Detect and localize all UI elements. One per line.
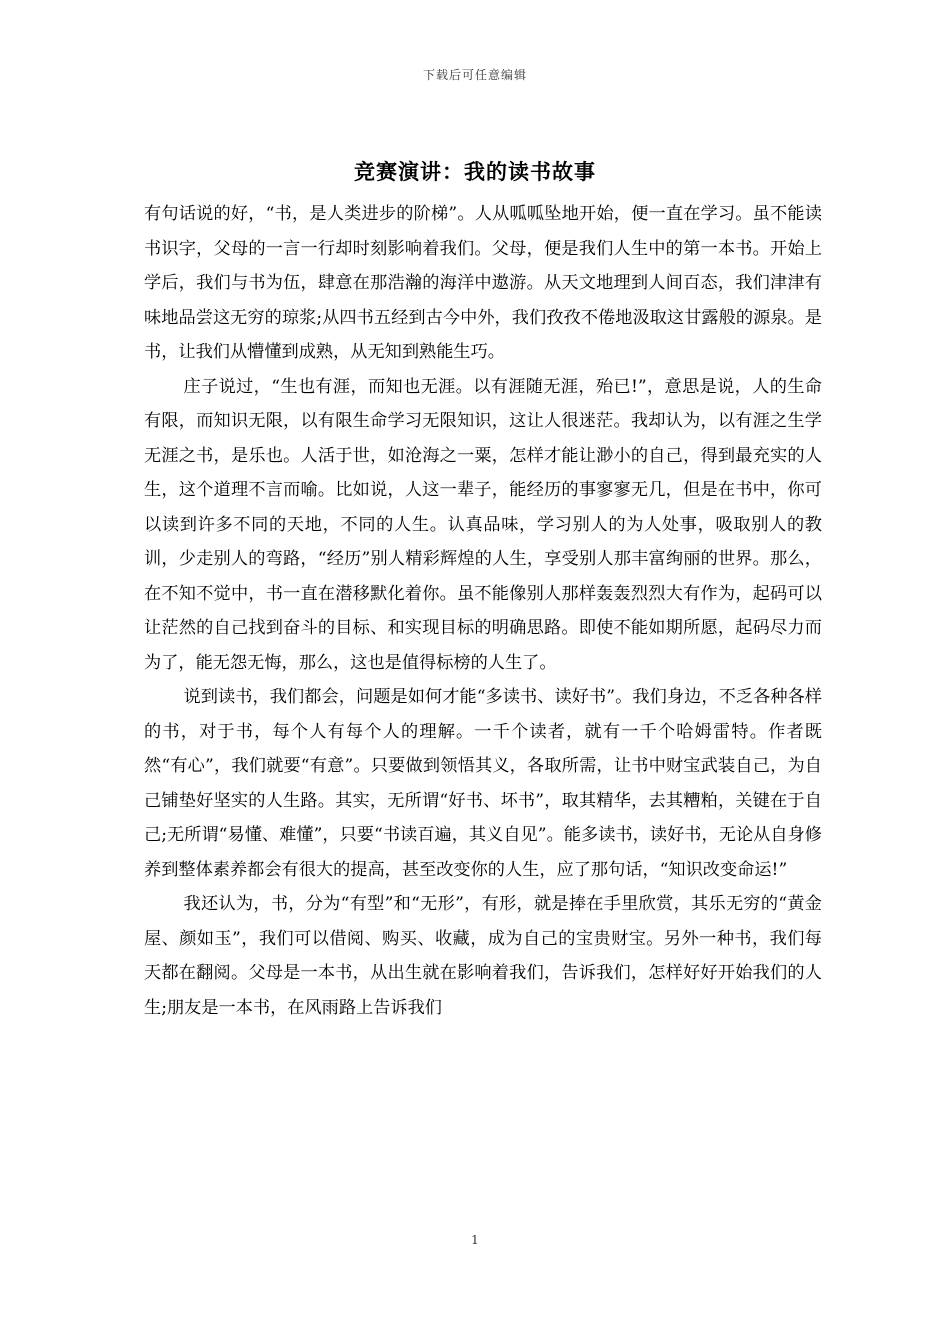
paragraph-4: 我还认为，书，分为“有型”和“无形”，有形，就是捧在手里欣赏，其乐无穷的“黄金屋、颜如玉”，我们可以借阅、购买、收藏，成为自己的宝贵财宝。另外一种书，我们每天都在翻阅。父母是一本书，从出生就在影响着我们，告诉我们，怎样好好开始我们的人生;朋友是一本书，在风雨路上告诉我们 xyxy=(144,894,822,1018)
document-body xyxy=(144,197,822,1025)
paragraph-2: 庄子说过，“生也有涯，而知也无涯。以有涯随无涯，殆已!”，意思是说，人的生命有限，而知识无限，以有限生命学习无限知识，这让人很迷茫。我却认为，以有涯之生学无涯之书，是乐也。人活于世，如沧海之一粟，怎样才能让渺小的自己，得到最充实的人生，这个道理不言而喻。比如说，人这一辈子，能经历的事寥寥无几，但是在书中，你可以读到许多不同的天地，不同的人生。认真品味，学习别人的为人处事，吸取别人的教训，少走别人的弯路，“经历”别人精彩辉煌的人生，享受别人那丰富绚丽的世界。那么，在不知不觉中，书一直在潜移默化着你。虽不能像别人那样轰轰烈烈大有作为，起码可以让茫然的自己找到奋斗的目标、和实现目标的明确思路。即使不能如期所愿，起码尽力而为了，能无怨无悔，那么，这也是值得标榜的人生了。 xyxy=(144,376,822,673)
document-title: 竞赛演讲：我的读书故事 xyxy=(354,159,596,184)
paragraph-1: 有句话说的好，“书，是人类进步的阶梯”。人从呱呱坠地开始，便一直在学习。虽不能读书识字，父母的一言一行却时刻影响着我们。父母，便是我们人生中的第一本书。开始上学后，我们与书为伍，肆意在那浩瀚的海洋中遨游。从天文地理到人间百态，我们津津有味地品尝这无穷的琼浆;从四书五经到古今中外，我们孜孜不倦地汲取这甘露般的源泉。是书，让我们从懵懂到成熟，从无知到熟能生巧。 xyxy=(144,204,822,362)
paragraph-3: 说到读书，我们都会，问题是如何才能“多读书、读好书”。我们身边，不乏各种各样的书，对于书，每个人有每个人的理解。一千个读者，就有一千个哈姆雷特。作者既然“有心”，我们就要“有意”。只要做到领悟其义，各取所需，让书中财宝武装自己，为自己铺垫好坚实的人生路。其实，无所谓“好书、坏书”，取其精华，去其糟粕，关键在于自己;无所谓“易懂、难懂”，只要“书读百遍，其义自见”。能多读书，读好书，无论从自身修养到整体素养都会有很大的提高，甚至改变你的人生，应了那句话，“知识改变命运!” xyxy=(144,687,822,880)
page-header-note: 下载后可任意编辑 xyxy=(422,68,527,82)
page-number: 1 xyxy=(471,1233,479,1247)
